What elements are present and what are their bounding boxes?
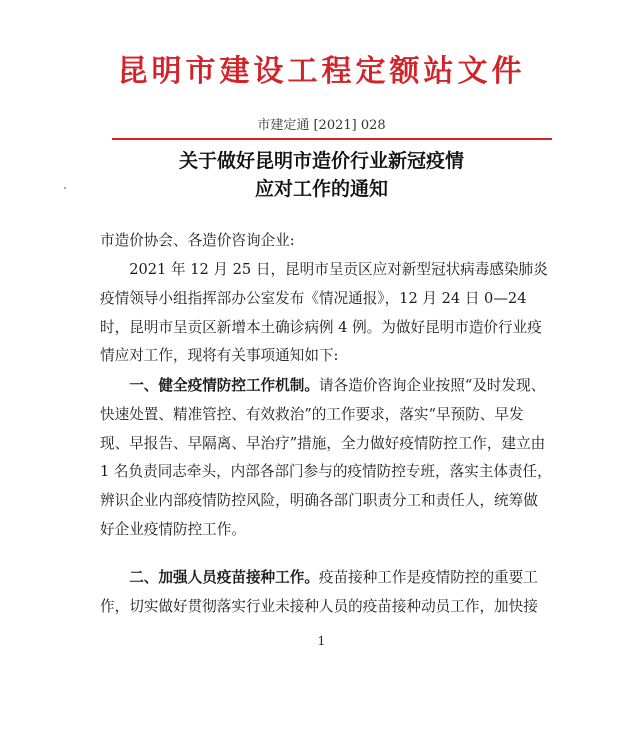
notice-title-line-1: 关于做好昆明市造价行业新冠疫情 xyxy=(178,150,464,172)
section-1-text: 请各造价咨询企业按照“及时发现、快速处置、精准管控、有效救治”的工作要求，落实“早预防、早发现、早报告、早隔离、早治疗”措施，全力做好疫情防控工作，建立由 1 名负责同志牵头，内部各部门参与的疫情防控专班，落实主体责任，辨识企业内部疫情防控风险，明确各部门职责分工和责任人，统筹做好企业疫情防控工作。 xyxy=(100,377,552,538)
paragraph-intro xyxy=(100,256,552,371)
red-divider-line xyxy=(112,138,552,140)
page-number: 1 xyxy=(317,634,326,648)
letterhead-title: 昆明市建设工程定额站文件 xyxy=(117,54,526,89)
notice-title-line-2: 应对工作的通知 xyxy=(254,178,388,200)
notice-title xyxy=(0,147,643,203)
document-number: 市建定通 [2021] 028 xyxy=(257,118,386,133)
paragraph-section-2 xyxy=(100,564,552,622)
salutation: 市造价协会、各造价咨询企业: xyxy=(100,232,295,249)
paragraph-section-1 xyxy=(100,372,552,545)
paragraph-intro-text: 2021 年 12 月 25 日，昆明市呈贡区应对新型冠状病毒感染肺炎疫情领导小组指挥部办公室发布《情况通报》，12 月 24 日 0—24 时，昆明市呈贡区新增本土确诊病例 4 例。为做好昆明市造价行业疫情应对工作，现将有关事项通知如下: xyxy=(100,261,548,365)
section-1-heading: 一、健全疫情防控工作机制。 xyxy=(129,377,319,394)
section-2-text: 疫苗接种工作是疫情防控的重要工作，切实做好贯彻落实行业未接种人员的疫苗接种动员工作，加快接 xyxy=(100,569,538,615)
section-2-heading: 二、加强人员疫苗接种工作。 xyxy=(129,569,319,586)
scan-speck xyxy=(64,187,66,189)
